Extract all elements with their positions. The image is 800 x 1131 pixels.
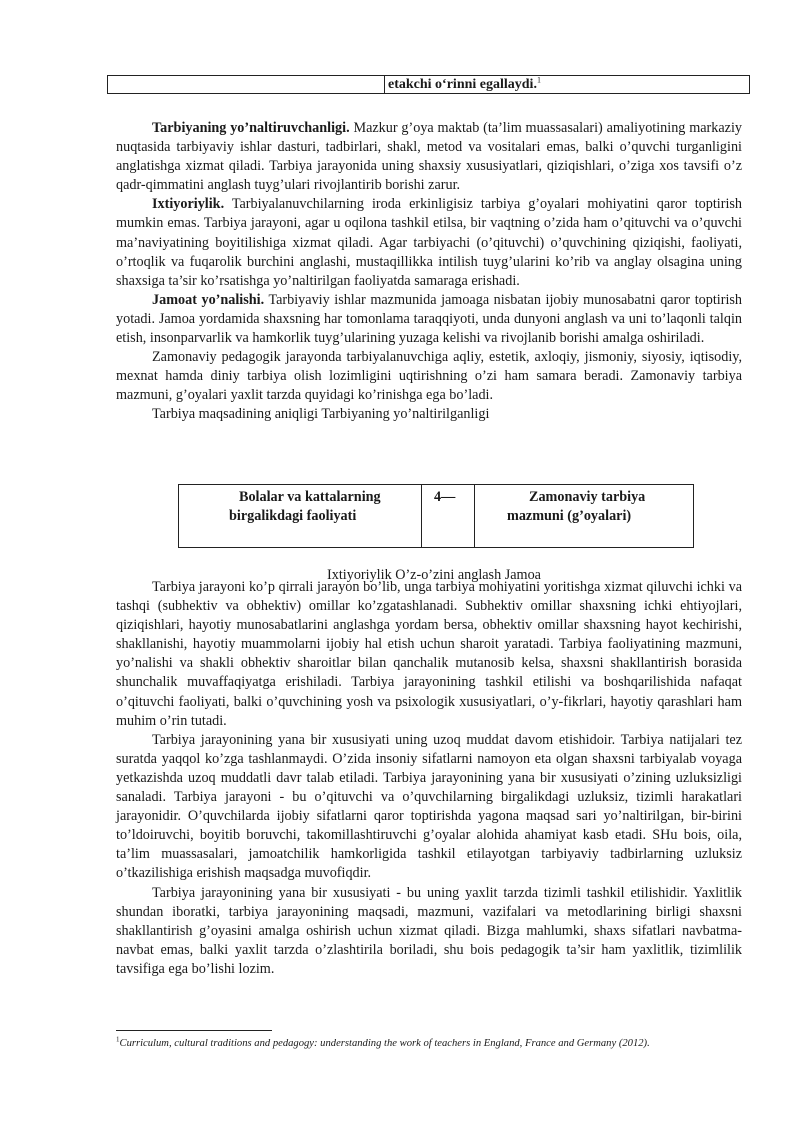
paragraph: Tarbiya jarayonining yana bir xususiyati uning uzoq muddat davom etishidoir. Tarbiya natijalari tez suratda yaqqol ko’zga tashlanmaydi. O’zida insoniy sifatlarni namoyon eta olgan shaxsni tarbiyalab voyaga yetkazishda uzoq muddatli davr talab etiladi. Tarbiya jarayonining yana bir xususiyati o’zining uzluksizligi sanaladi. Tarbiya jarayoni - bu o’qituvchi va o’quvchilarning birgalikdagi uzluksiz, tizimli harakatlari jarayonidir. O’quvchilarda ijobiy sifatlarni qaror toptirishda yagona maqsad sari yo’naltirilgan, bir-birini to’ldoiruvchi, boyitib boruvchi, takomillashtiruvchi g’oyalar alohida ahamiyat kasb etadi. SHu bois, oila, ta’lim muassasalari, jamoatchilik hamkorligida tashkil etilayotgan tarbiyaviy tadbirlarning uzluksiz o’tkazilishiga erishish maqsadga muvofiqdir. bbox=[116, 731, 742, 882]
table-cell-label: etakchi o‘rinni egallaydi. bbox=[388, 76, 537, 92]
top-table-fragment bbox=[107, 75, 750, 94]
paragraph-text: Tarbiya maqsadining aniqligi Tarbiyaning yo’naltirilganligi bbox=[152, 406, 490, 423]
diagram-cell-line: Zamonaviy tarbiya bbox=[529, 489, 646, 505]
paragraph bbox=[116, 405, 742, 424]
paragraph: Tarbiya jarayonining yana bir xususiyati - bu uning yaxlit tarzda tizimli tashkil etilishidir. Yaxlitlik shundan iboratki, tarbiya jarayonining maqsadi, mazmuni, vazifalari va metodlarining birligi shaxsni shakllantirish g’oyasini amalga oshirish uchun xizmat qiladi. Bizga mahlumki, shaxs sifatlari navbatma-navbat emas, balki yaxlit tarzda o’zlashtirila boriladi, shu bois pedagogik ta’sir ham yaxlitlik, tizimlilik tavsifiga ega bo’lishi lozim. bbox=[116, 884, 742, 977]
paragraph-text: Zamonaviy pedagogik jarayonda tarbiyalanuvchiga aqliy, estetik, axloqiy, jismoniy, siyosiy, iqtisodiy, mexnat hamda diniy tarbiya olish lozimligini uqtirishning o’zi ham samara beradi. Zamonaviy tarbiya mazmuni, g’oyalari yaxlit tarzda quyidagi ko’rinishga ega bo’ladi. bbox=[116, 349, 742, 404]
footnote bbox=[116, 1037, 756, 1051]
table-cell-text bbox=[385, 76, 750, 94]
paragraph-text: Tarbiyaviy ishlar mazmunida jamoaga nisbatan ijobiy munosabatni qaror toptirish yotadi. Jamoa yordamida shaxsning har tomonlama taraqqiyoti, unda dunyoni anglash va uni to’laqonli talqin etish, insonparvarlik va hamkorlik tuyg’ularining yuzaga kelishi va rivojlanib borishi amalga oshiriladi. bbox=[116, 291, 742, 347]
diagram-cell-arrow: 4— bbox=[422, 485, 475, 547]
paragraph-text: Tarbiyalanuvchilarning iroda erkinligisiz tarbiya g’oyalari mohiyatini qaror toptirish mumkin emas. Tarbiya jarayoni, agar u oqilona tashkil etilsa, bir vaqtning o’zida ham o’qituvchi va o’quvchi ma’naviyatining boyitilishiga xizmat qiladi. Agar tarbiyachi (o’qituvchi) o’quvchining qiziqishi, faoliyati, o’rtoqlik va fuqarolik burchini anglashi, mustaqillikka intilish tuyg’ularini ko’rib va anglay olsagina uning shaxsiga ta’sir ko’rsatishga yo’naltirilgan faoliyatda samaraga erishadi. bbox=[116, 196, 742, 289]
paragraph-lead: Ixtiyoriylik. bbox=[152, 196, 225, 213]
paragraph-lead: Jamoat yo’nalishi. bbox=[152, 291, 265, 308]
footnote-divider bbox=[116, 1030, 272, 1031]
body-text-section-1 bbox=[116, 119, 742, 425]
diagram-caption: Ixtiyoriylik O’z-o’zini anglash Jamoa bbox=[327, 567, 541, 583]
paragraph bbox=[116, 348, 742, 405]
paragraph-lead: Tarbiyaning yo’naltiruvchanligi. bbox=[152, 120, 350, 136]
table-row bbox=[108, 76, 750, 94]
paragraph bbox=[116, 119, 742, 195]
diagram-cell-line: birgalikdagi faoliyati bbox=[229, 508, 357, 524]
body-text-section-2 bbox=[116, 578, 742, 979]
diagram-cell-activity bbox=[179, 485, 422, 547]
paragraph: Tarbiya jarayoni ko’p qirrali jarayon bo’lib, unga tarbiya mohiyatini yoritishga xizmat qiluvchi ichki va tashqi (subhektiv va obhektiv) omillar ko’zgatashlanadi. Subhektiv omillar shaxsning ichki ehtiyojlari, qiziqishlari, hayotiy munosabatlarini anglashga yordam bersa, obhektiv omillar shaxsning hayot kechirishi, shakllanishi, hayotiy muammolarni ijobiy hal etish uchun sharoit yaratadi. Tarbiya faoliyatining mazmuni, yo’nalishi va shakli obhektiv sharoitlar bilan qanchalik mutanosib kelsa, shaxsni shakllantirish borasida shunchalik muvaffaqiyatga erishiladi. Tarbiya jarayonining tashkil etilishi va boshqarilishida nafaqat o’qituvchi faoliyati, balki o’quvchining yosh va psixologik xususiyatlari, o’y-fikrlari, hayotiy qarashlari ham muhim o’rin tutadi. bbox=[116, 579, 742, 729]
diagram-cell-line: Bolalar va kattalarning bbox=[239, 489, 381, 505]
paragraph-text: Mazkur g’oya maktab (ta’lim muassasalari) amaliyotining markaziy nuqtasida tarbiyaviy ishlar dasturi, tadbirlari, shakl, metod va vositalari emas, balki o’quvchi turganligini anglatishga xizmat qiladi. Tarbiya jarayonida uning shaxsiy xususiyatlari, qiziqishlari, o’ziga xos tavsifi o’z qadr-qimmatini anglash tuyg’ulari rivojlantirib borishi zarur. bbox=[116, 120, 743, 194]
paragraph bbox=[116, 291, 742, 348]
footnote-text: Curriculum, cultural traditions and pedagogy: understanding the work of teachers in England, France and Germany (2012). bbox=[119, 1038, 650, 1049]
paragraph bbox=[116, 195, 742, 290]
diagram-cell-content bbox=[475, 485, 693, 547]
footnote-reference: 1 bbox=[536, 74, 541, 84]
table-cell-empty bbox=[108, 76, 385, 94]
footnote-mark: 1 bbox=[116, 1035, 120, 1044]
diagram-cell-line: mazmuni (g’oyalari) bbox=[507, 508, 632, 524]
diagram-table bbox=[178, 484, 694, 548]
